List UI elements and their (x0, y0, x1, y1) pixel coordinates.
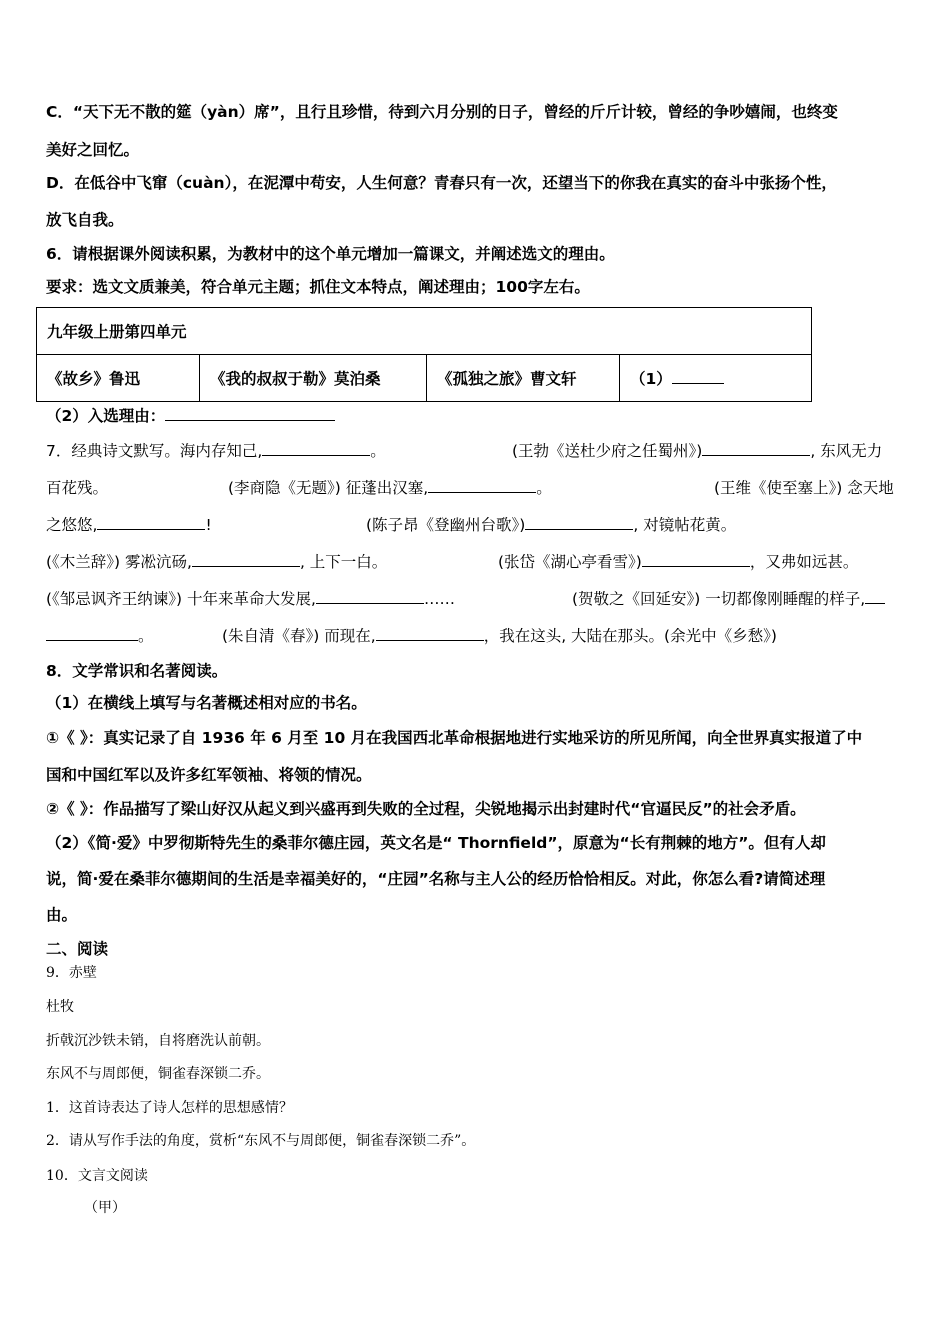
answer-blank[interactable] (672, 369, 724, 384)
q7-line (222, 626, 777, 646)
table-cell: 《故乡》鲁迅 (37, 355, 200, 402)
q10-part: （甲） (84, 1200, 126, 1216)
text: 。 (370, 442, 386, 460)
reason-blank[interactable] (165, 406, 335, 421)
fill-blank[interactable] (865, 589, 885, 604)
fill-blank[interactable] (642, 552, 750, 567)
text: (《邹忌讽齐王纳谏》) 十年来革命大发展, (46, 590, 316, 608)
text: 7．经典诗文默写。海内存知己, (46, 442, 263, 460)
q9-title: 9．赤壁 (46, 965, 97, 981)
section-title: 二、阅读 (46, 940, 109, 958)
text: (贺敬之《回延安》) 一切都像刚睡醒的样子, (572, 590, 866, 608)
q7-line (46, 515, 212, 535)
reason-label: （2）入选理由： (46, 407, 166, 425)
unit-table (36, 307, 812, 402)
q7-line (512, 441, 882, 461)
q7-line (46, 589, 455, 609)
text: 之悠悠, (46, 516, 98, 534)
q8-item2: ②《 》：作品描写了梁山好汉从起义到兴盛再到失败的全过程，尖锐地揭示出封建时代“官逼民反”的社会矛盾。 (46, 800, 806, 818)
fill-blank[interactable] (262, 441, 370, 456)
q8-sub1: （1）在横线上填写与名著概述相对应的书名。 (46, 694, 367, 712)
q7-line (498, 552, 858, 572)
q7-line (572, 589, 885, 609)
table-header: 九年级上册第四单元 (37, 308, 812, 355)
q8-title: 8．文学常识和名著阅读。 (46, 662, 228, 680)
text: …… (423, 590, 455, 608)
text: , 东风无力 (810, 442, 883, 460)
fill-blank[interactable] (525, 515, 633, 530)
table-cell-text: 《孤独之旅》曹文轩 (437, 370, 577, 388)
fill-blank[interactable] (316, 589, 424, 604)
fill-blank[interactable] (702, 441, 810, 456)
text: (王维《使至塞上》) 念天地 (714, 479, 894, 497)
poem-line: 折戟沉沙铁未销，自将磨洗认前朝。 (46, 1033, 270, 1049)
text: (李商隐《无题》) 征蓬出汉塞, (228, 479, 429, 497)
table-cell: 《我的叔叔于勒》莫泊桑 (200, 355, 427, 402)
question-6-prompt: 6．请根据课外阅读积累，为教材中的这个单元增加一篇课文，并阐述选文的理由。 (46, 245, 615, 263)
text: (张岱《湖心亭看雪》) (498, 553, 642, 571)
q7-line (366, 515, 736, 535)
q8-item1-line2: 国和中国红军以及许多红军领袖、将领的情况。 (46, 766, 372, 784)
text: (朱自清《春》) 而现在, (222, 627, 376, 645)
fill-blank[interactable] (192, 552, 300, 567)
q7-line (46, 441, 386, 461)
text: 。 (536, 479, 552, 497)
option-c-line2: 美好之回忆。 (46, 141, 140, 159)
text: , 上下一白。 (299, 553, 388, 571)
q7-line (46, 552, 387, 572)
fill-blank[interactable] (46, 626, 138, 641)
q8-item1-line1: ①《 》：真实记录了自 1936 年 6 月至 10 月在我国西北革命根据地进行实地采访的所见所闻，向全世界真实报道了中 (46, 729, 863, 747)
question-6-requirement: 要求：选文文质兼美，符合单元主题；抓住文本特点，阐述理由；100字左右。 (46, 278, 590, 296)
answer-cell[interactable] (620, 355, 812, 402)
q7-line (46, 626, 154, 646)
reason-line (46, 406, 335, 426)
q8-sub2-line3: 由。 (46, 906, 78, 924)
option-d-line1: D．在低谷中飞窜（cuàn），在泥潭中苟安，人生何意？青春只有一次，还望当下的你我在真实的奋斗中张扬个性， (46, 174, 837, 192)
answer-label: （1） (630, 370, 672, 388)
q9-question-2: 2．请从写作手法的角度，赏析“东风不与周郎便，铜雀春深锁二乔”。 (46, 1133, 476, 1149)
fill-blank[interactable] (376, 626, 484, 641)
option-c-line1: C．“天下无不散的筵（yàn）席”，且行且珍惜，待到六月分别的日子，曾经的斤斤计较，曾经的争吵嬉闹，也终变 (46, 103, 838, 121)
text: ，我在这头, 大陆在那头。(余光中《乡愁》) (483, 627, 777, 645)
text: ，又弗如远甚。 (749, 553, 859, 571)
poem-line: 东风不与周郎便，铜雀春深锁二乔。 (46, 1066, 270, 1082)
table-cell (427, 355, 620, 402)
text: (王勃《送杜少府之任蜀州》) (512, 442, 703, 460)
q10-title: 10．文言文阅读 (46, 1168, 148, 1184)
fill-blank[interactable] (97, 515, 205, 530)
q7-line (228, 478, 552, 498)
text: , 对镜帖花黄。 (633, 516, 737, 534)
fill-blank[interactable] (428, 478, 536, 493)
text: 百花残。 (46, 479, 109, 497)
q9-question-1: 1．这首诗表达了诗人怎样的思想感情？ (46, 1100, 293, 1116)
text: (陈子昂《登幽州台歌》) (366, 516, 526, 534)
poem-author: 杜牧 (46, 999, 74, 1015)
q8-sub2-line2: 说，简·爱在桑菲尔德期间的生活是幸福美好的，“庄园”名称与主人公的经历恰恰相反。对此，你怎么看?请简述理 (46, 870, 826, 888)
q8-sub2-line1: （2）《简·爱》中罗彻斯特先生的桑菲尔德庄园，英文名是“ Thornfield”，原意为“长有荆棘的地方”。但有人却 (46, 834, 826, 852)
option-d-line2: 放飞自我。 (46, 211, 124, 229)
text: 。 (138, 627, 154, 645)
text: ! (205, 516, 212, 534)
text: (《木兰辞》) 雾凇沆砀, (46, 553, 192, 571)
